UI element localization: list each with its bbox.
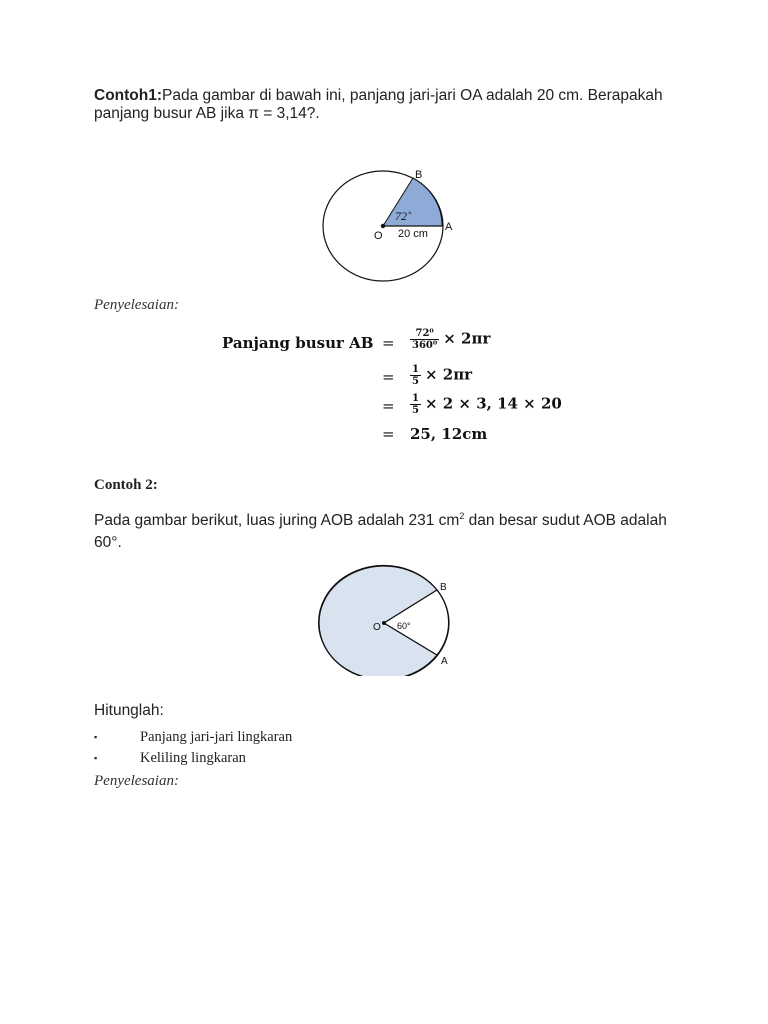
equation-term: × 2πr (443, 329, 491, 348)
equals-sign: = (382, 425, 395, 443)
fraction (410, 328, 439, 351)
contoh2-text-part1: Pada gambar berikut, luas juring AOB adalah 231 cm (94, 512, 460, 530)
figure1-label-a: A (445, 221, 453, 233)
penyelesaian-heading-2: Penyelesaian: (94, 773, 179, 789)
equation-result: 25, 12cm (410, 425, 488, 443)
fraction-denominator: 5 (412, 405, 419, 416)
equation-rhs (410, 328, 490, 351)
list-item (94, 727, 292, 748)
contoh1-label: Contoh1: (94, 87, 163, 104)
figure1-label-b: B (415, 169, 423, 181)
fraction-numerator: 1 (412, 364, 419, 375)
equation-lhs: Panjang busur AB (222, 334, 374, 352)
solution-equations (222, 328, 562, 448)
contoh2-text-part2: dan besar sudut AOB adalah 60°. (94, 512, 667, 552)
bullet-square-icon: ▪ (94, 732, 98, 742)
figure2-svg (312, 561, 464, 676)
penyelesaian-heading-1: Penyelesaian: (94, 297, 179, 313)
figure2-label-a: A (441, 656, 448, 667)
contoh1-text: Pada gambar di bawah ini, panjang jari-jari OA adalah 20 cm. Berapakah panjang busur AB jika π = 3,14?. (94, 87, 663, 122)
fraction-denominator: 360⁰ (412, 340, 438, 351)
hitunglah-heading: Hitunglah: (94, 702, 164, 719)
equals-sign: = (382, 334, 395, 352)
figure2-angle-label: 60° (397, 621, 411, 631)
equals-sign: = (382, 397, 395, 415)
list-item (94, 748, 292, 769)
bullet-square-icon: ▪ (94, 753, 98, 763)
equation-term: × 2πr (424, 365, 473, 384)
task-list (94, 727, 292, 769)
figure1-svg (318, 165, 468, 283)
figure1-circle-diagram (318, 165, 468, 283)
figure2-circle-diagram (312, 561, 464, 676)
figure1-center-point (381, 224, 385, 228)
figure2-label-b: B (440, 582, 447, 593)
figure2-label-o: O (373, 622, 381, 633)
figure2-center-point (382, 621, 386, 625)
fraction-numerator: 1 (412, 393, 419, 404)
figure1-angle-label: 72˚ (395, 209, 411, 223)
figure1-label-o: O (374, 230, 383, 242)
fraction (410, 393, 421, 416)
equation-term: × 2 × 3, 14 × 20 (424, 394, 562, 413)
equals-sign: = (382, 368, 395, 386)
figure1-radius-label: 20 cm (398, 228, 428, 240)
fraction-numerator: 72⁰ (410, 328, 439, 340)
equation-rhs (410, 393, 562, 416)
list-item-text: Panjang jari-jari lingkaran (140, 729, 293, 745)
list-item-text: Keliling lingkaran (140, 750, 246, 766)
contoh2-superscript: 2 (459, 511, 465, 521)
contoh1-paragraph (94, 87, 694, 123)
contoh2-title: Contoh 2: (94, 477, 158, 493)
fraction (410, 364, 421, 387)
fraction-denominator: 5 (412, 376, 419, 387)
equation-rhs (410, 364, 472, 387)
contoh2-paragraph (94, 505, 684, 554)
